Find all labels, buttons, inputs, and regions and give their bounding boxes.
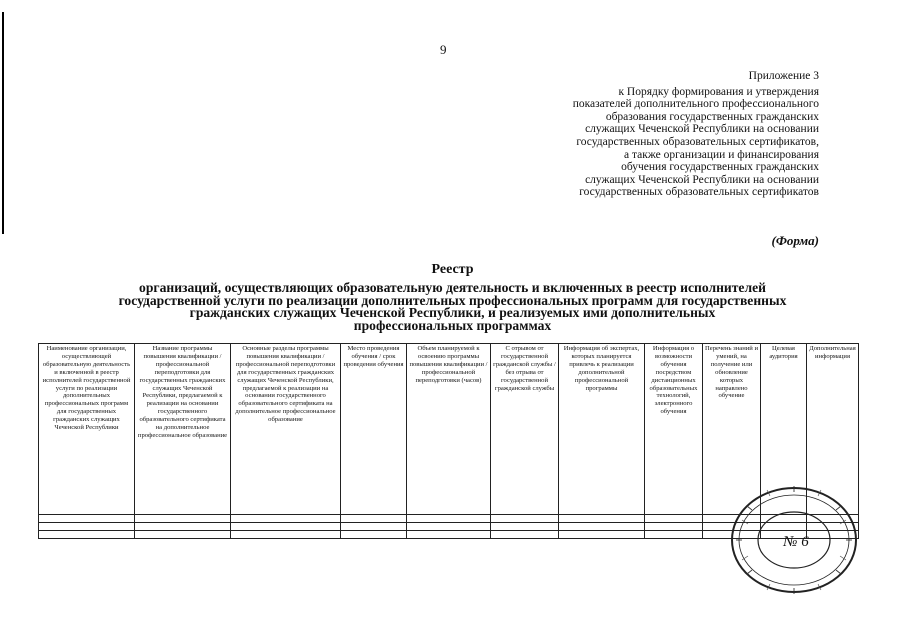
official-seal: [722, 480, 860, 595]
appendix-line: а также организации и финансирования: [623, 148, 819, 161]
appendix-line: к Порядку формирования и утверждения: [618, 85, 819, 98]
column-header: Дополнительная информация: [807, 344, 859, 515]
column-header: Название программы повышения квалификации / профессиональной переподготовки для государственных гражданских служащих Чеченской Республики, предлагаемой к реализации на основании государственного образовательного сертификата на дополнительное профессиональное образование: [135, 344, 231, 515]
column-header: Информация об экспертах, которых планируется привлечь к реализации дополнительной профессиональной программы: [559, 344, 645, 515]
document-title: Реестр: [431, 262, 474, 277]
document-subtitle: [60, 282, 845, 332]
appendix-line: показателей дополнительного профессионального: [572, 98, 819, 111]
appendix-line: обучения государственных гражданских: [621, 161, 819, 174]
appendix-label: Приложение 3: [748, 70, 819, 82]
appendix-line: государственных образовательных сертификатов,: [576, 135, 819, 148]
page-number: 9: [440, 42, 447, 57]
column-header: Наименование организации, осуществляющей образовательную деятельность и включенной в реестр исполнителей государственной услуги по реализации дополнительных профессиональных программ для государственных гражданских служащих Чеченской Республики: [39, 344, 135, 515]
appendix-line: образования государственных гражданских: [605, 110, 819, 123]
column-header: Целевая аудитория: [761, 344, 807, 515]
left-margin-rule: [2, 12, 4, 234]
column-header: Информация о возможности обучения посредством дистанционных образовательных технологий, электронного обучения: [645, 344, 703, 515]
subtitle-line: организаций, осуществляющих образовательную деятельность и включенных в реестр исполнителей: [139, 280, 766, 295]
column-header: Перечень знаний и умений, на получение или обновление которых направлено обучение: [703, 344, 761, 515]
appendix-line: служащих Чеченской Республики на основании: [585, 123, 819, 136]
column-header: Основные разделы программы повышения квалификации / профессиональной переподготовки для государственных гражданских служащих Чеченской Республики, предлагаемой к реализации на основании государственного образовательного сертификата на дополнительное профессиональное образование: [231, 344, 341, 515]
appendix-line: государственных образовательных сертификатов: [579, 186, 819, 199]
seal-number: № 6: [783, 534, 809, 550]
form-label: (Форма): [771, 233, 819, 248]
column-header: Место проведения обучения / срок проведения обучения: [341, 344, 407, 515]
subtitle-line: профессиональных программах: [353, 317, 552, 333]
subtitle-line: гражданских служащих Чеченской Республики, и реализуемых ими дополнительных: [189, 305, 716, 321]
appendix-block: [459, 70, 819, 199]
appendix-line: служащих Чеченской Республики на основании: [585, 173, 819, 186]
column-header: Объем планируемой к освоению программы повышения квалификации /профессиональной переподготовки (часов): [407, 344, 491, 515]
column-header: С отрывом от государственной гражданской службы / без отрыва от государственной гражданской службы: [491, 344, 559, 515]
subtitle-line: государственной услуги по реализации дополнительных профессиональных программ для государственных: [118, 292, 787, 308]
